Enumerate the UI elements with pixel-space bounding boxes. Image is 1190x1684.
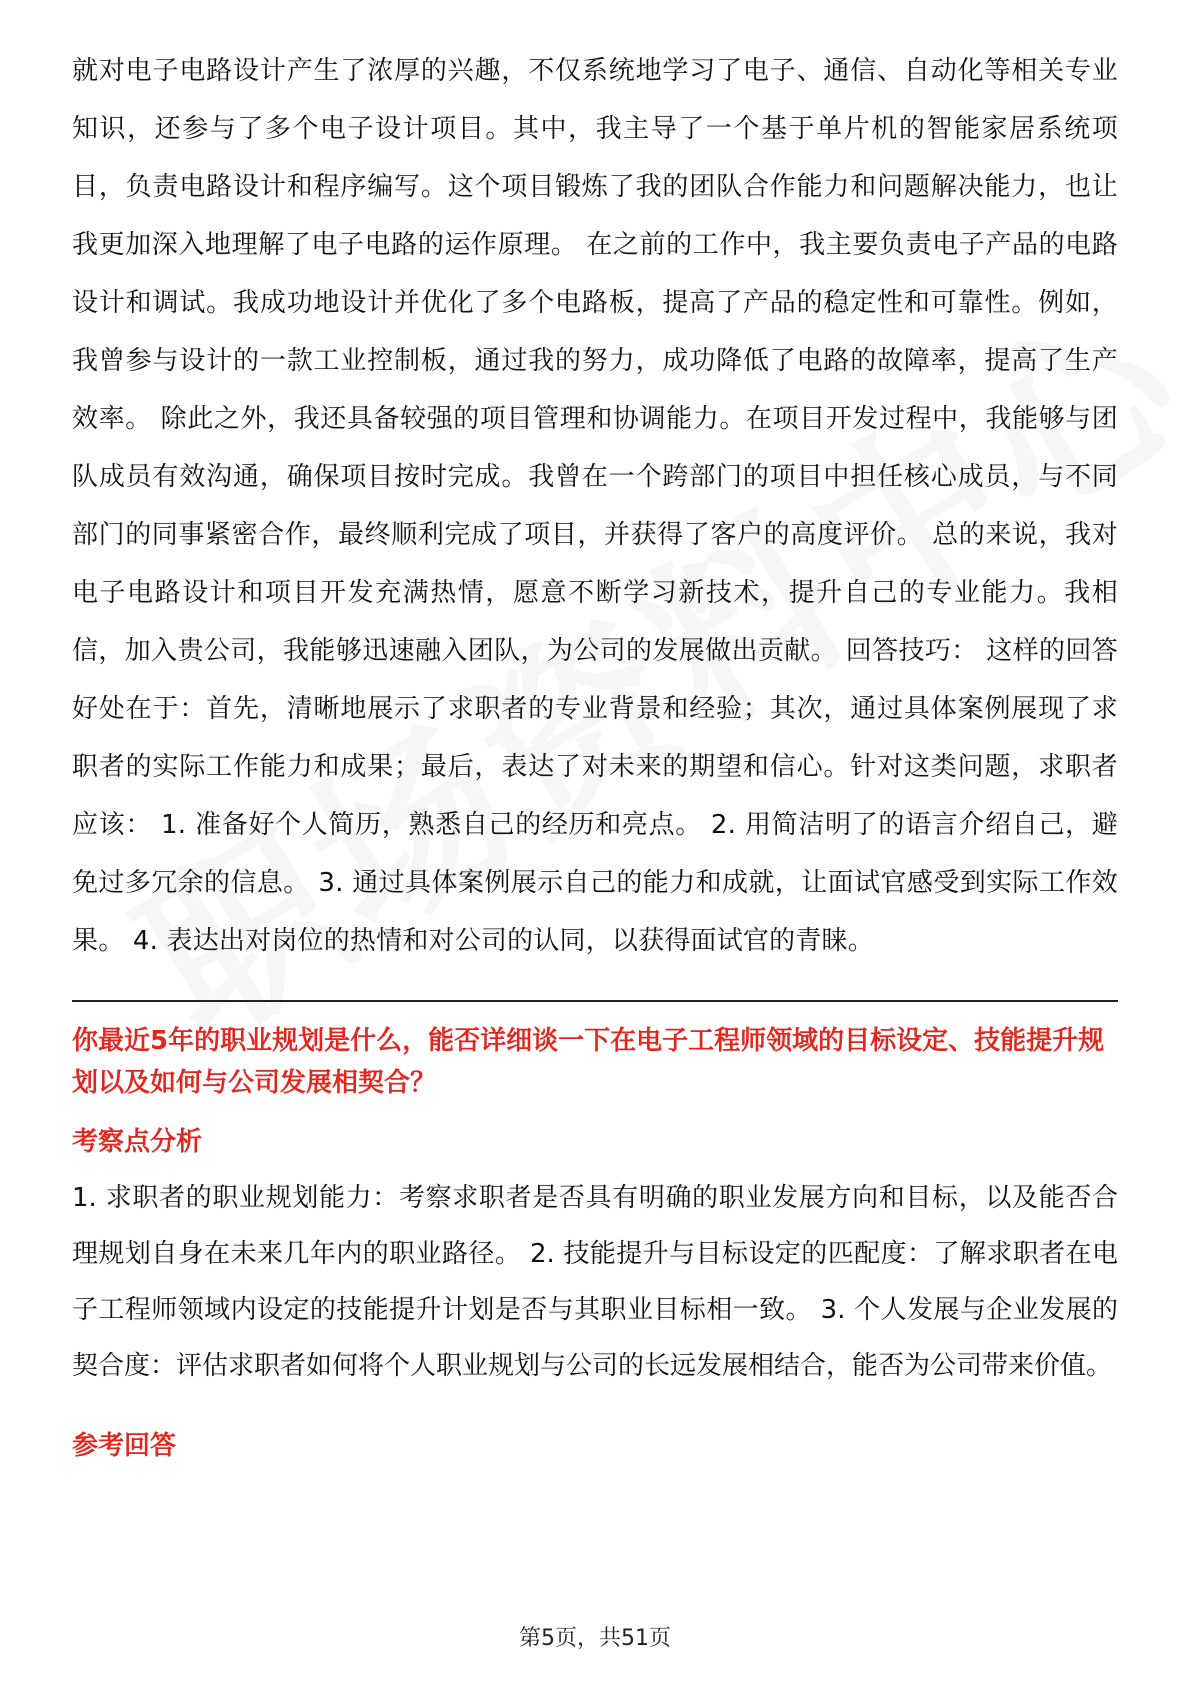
interview-question: 你最近5年的职业规划是什么，能否详细谈一下在电子工程师领域的目标设定、技能提升规划以及如何与公司发展相契合？	[72, 1026, 1105, 1098]
analysis-paragraph: 1. 求职者的职业规划能力：考察求职者是否具有明确的职业发展方向和目标，以及能否合理规划自身在未来几年内的职业路径。 2. 技能提升与目标设定的匹配度：了解求职者在电子工程师领域内设定的技能提升计划是否与其职业目标相一致。 3. 个人发展与企业发展的契合度：评估求职者如何将个人职业规划与公司的长远发展相结合，能否为公司带来价值。	[72, 1183, 1118, 1381]
section-divider	[72, 1000, 1118, 1002]
analysis-heading: 考察点分析	[72, 1127, 203, 1157]
page-number: 第5页，共51页	[519, 1626, 671, 1651]
reference-answer-heading: 参考回答	[72, 1431, 177, 1461]
answer-continuation-paragraph: 就对电子电路设计产生了浓厚的兴趣，不仅系统地学习了电子、通信、自动化等相关专业知识，还参与了多个电子设计项目。其中，我主导了一个基于单片机的智能家居系统项目，负责电路设计和程序编写。这个项目锻炼了我的团队合作能力和问题解决能力，也让我更加深入地理解了电子电路的运作原理。 在之前的工作中，我主要负责电子产品的电路设计和调试。我成功地设计并优化了多个电路板，提高了产品的稳定性和可靠性。例如，我曾参与设计的一款工业控制板，通过我的努力，成功降低了电路的故障率，提高了生产效率。 除此之外，我还具备较强的项目管理和协调能力。在项目开发过程中，我能够与团队成员有效沟通，确保项目按时完成。我曾在一个跨部门的项目中担任核心成员，与不同部门的同事紧密合作，最终顺利完成了项目，并获得了客户的高度评价。 总的来说，我对电子电路设计和项目开发充满热情，愿意不断学习新技术，提升自己的专业能力。我相信，加入贵公司，我能够迅速融入团队，为公司的发展做出贡献。 回答技巧： 这样的回答好处在于：首先，清晰地展示了求职者的专业背景和经验；其次，通过具体案例展现了求职者的实际工作能力和成果；最后，表达了对未来的期望和信心。针对这类问题，求职者应该： 1. 准备好个人简历，熟悉自己的经历和亮点。 2. 用简洁明了的语言介绍自己，避免过多冗余的信息。 3. 通过具体案例展示自己的能力和成就，让面试官感受到实际工作效果。 4. 表达出对岗位的热情和对公司的认同，以获得面试官的青睐。	[72, 56, 1118, 956]
page-content	[72, 42, 1118, 1466]
